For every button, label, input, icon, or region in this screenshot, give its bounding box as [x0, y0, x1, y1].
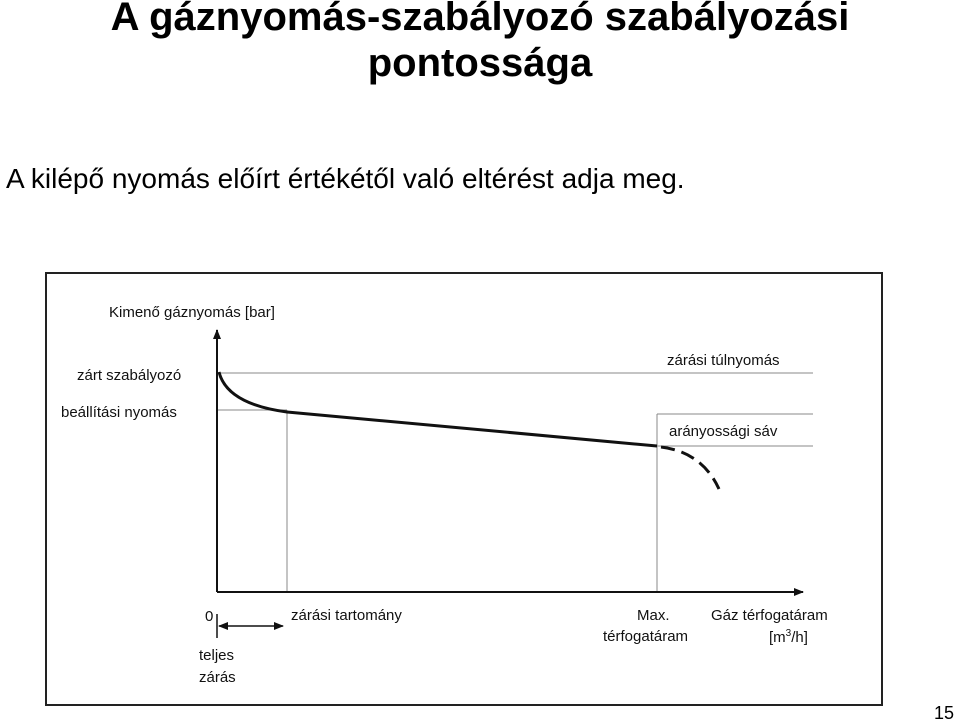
regulator-curve-dashed-end — [661, 447, 719, 489]
x-axis-unit-suffix: /h] — [791, 629, 808, 646]
y-axis-label: Kimenő gáznyomás [bar] — [109, 304, 275, 321]
full-closing-label-line-1: teljes — [199, 647, 235, 664]
x-axis-unit-prefix: [m — [769, 629, 786, 646]
set-pressure-label: beállítási nyomás — [61, 404, 177, 421]
closing-overpressure-label: zárási túlnyomás — [667, 352, 780, 369]
x-axis-unit-sup: 3 — [785, 628, 792, 639]
x-axis-unit — [769, 628, 808, 646]
slide-subtitle: A kilépő nyomás előírt értékétől való eltérést adja meg. — [6, 163, 685, 194]
regulator-characteristic-curve — [219, 372, 657, 446]
pressure-regulation-diagram — [45, 272, 883, 706]
title-line-1: A gáznyomás-szabályozó szabályozási — [110, 0, 850, 39]
x-axis-label: Gáz térfogatáram — [711, 607, 828, 624]
closed-regulator-label: zárt szabályozó — [77, 367, 182, 384]
max-flow-label-line-1: Max. — [637, 607, 670, 624]
proportional-band-label: arányossági sáv — [669, 423, 778, 440]
full-closing-label-line-2: zárás — [199, 669, 236, 686]
slide-title — [0, 0, 960, 86]
page-number: 15 — [933, 703, 954, 723]
max-flow-label-line-2: térfogatáram — [603, 628, 689, 645]
diagram-svg — [47, 274, 881, 704]
closing-range-label: zárási tartomány — [291, 607, 402, 624]
title-line-2: pontossága — [367, 41, 593, 85]
origin-label: 0 — [205, 608, 214, 625]
